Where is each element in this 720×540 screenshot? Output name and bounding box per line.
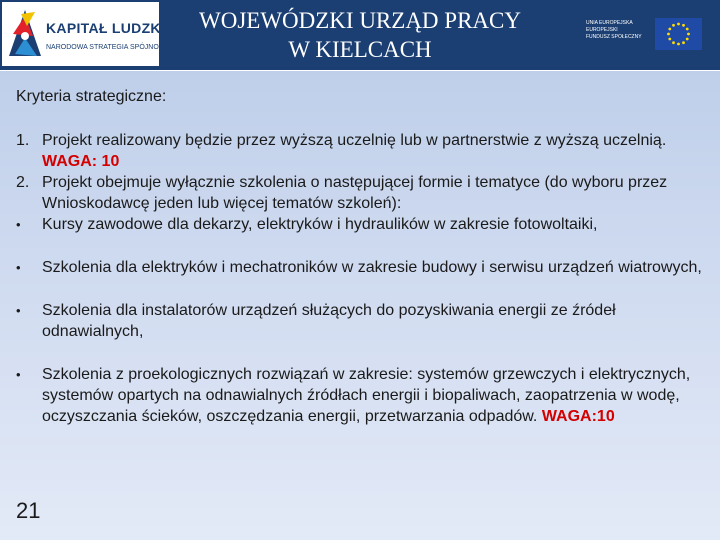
- page-title: [160, 6, 560, 64]
- item-number: 2.: [16, 174, 30, 191]
- item-text: Projekt realizowany będzie przez wyższą uczelnię lub w partnerstwie z wyższą uczelnią.: [42, 132, 667, 149]
- bullet-item-1: [16, 214, 706, 235]
- eu-flag-icon: [655, 18, 702, 50]
- title-line-2: W KIELCACH: [288, 37, 432, 62]
- bullet-text: Kursy zawodowe dla dekarzy, elektryków i hydraulików w zakresie fotowoltaiki,: [42, 216, 598, 233]
- logo-icon: [5, 6, 45, 62]
- bullet-mark: •: [16, 260, 21, 275]
- header-bar: [0, 0, 720, 71]
- bullet-item-4: [16, 364, 706, 427]
- item-text: Projekt obejmuje wyłącznie szkolenia o następującej formie i tematyce (do wyboru przez Wnioskodawcę jeden lub więcej tematów szkoleń):: [42, 174, 668, 212]
- bullet-mark: •: [16, 303, 21, 318]
- bullet-mark: •: [16, 217, 21, 232]
- logo-subtitle: NARODOWA STRATEGIA SPÓJNOŚCI: [46, 44, 171, 51]
- eu-label: UNIA EUROPEJSKA EUROPEJSKI FUNDUSZ SPOŁECZNY: [586, 20, 642, 40]
- section-heading: Kryteria strategiczne:: [16, 88, 167, 105]
- bullet-text: Szkolenia z proekologicznych rozwiązań w zakresie: systemów grzewczych i elektrycznych, systemów opartych na odnawialnych źródłach energii i biopaliwach, zaopatrzenia w wodę, oczyszczania ścieków, oszczędzania energii, przetwarzania odpadów.: [42, 366, 691, 425]
- bullet-item-2: [16, 257, 706, 278]
- bullet-item-3: [16, 300, 706, 342]
- bullet-text: Szkolenia dla instalatorów urządzeń służących do pozyskiwania energii ze źródeł odnawialnych,: [42, 302, 616, 340]
- weight-label: WAGA: 10: [42, 153, 120, 170]
- bullet-text: Szkolenia dla elektryków i mechatroników w zakresie budowy i serwisu urządzeń wiatrowych,: [42, 259, 702, 276]
- criteria-item-1: [16, 130, 706, 172]
- item-number: 1.: [16, 132, 30, 149]
- criteria-item-2: [16, 172, 706, 214]
- eu-stars: [655, 18, 702, 50]
- criteria-list: [16, 130, 706, 427]
- logo-title: KAPITAŁ LUDZKI: [46, 20, 166, 36]
- title-line-1: WOJEWÓDZKI URZĄD PRACY: [199, 8, 521, 33]
- page-number: 21: [16, 498, 41, 523]
- slide-content: [16, 86, 706, 427]
- bullet-mark: •: [16, 367, 21, 382]
- kapital-ludzki-logo: [2, 2, 171, 66]
- weight-label: WAGA:10: [541, 408, 615, 425]
